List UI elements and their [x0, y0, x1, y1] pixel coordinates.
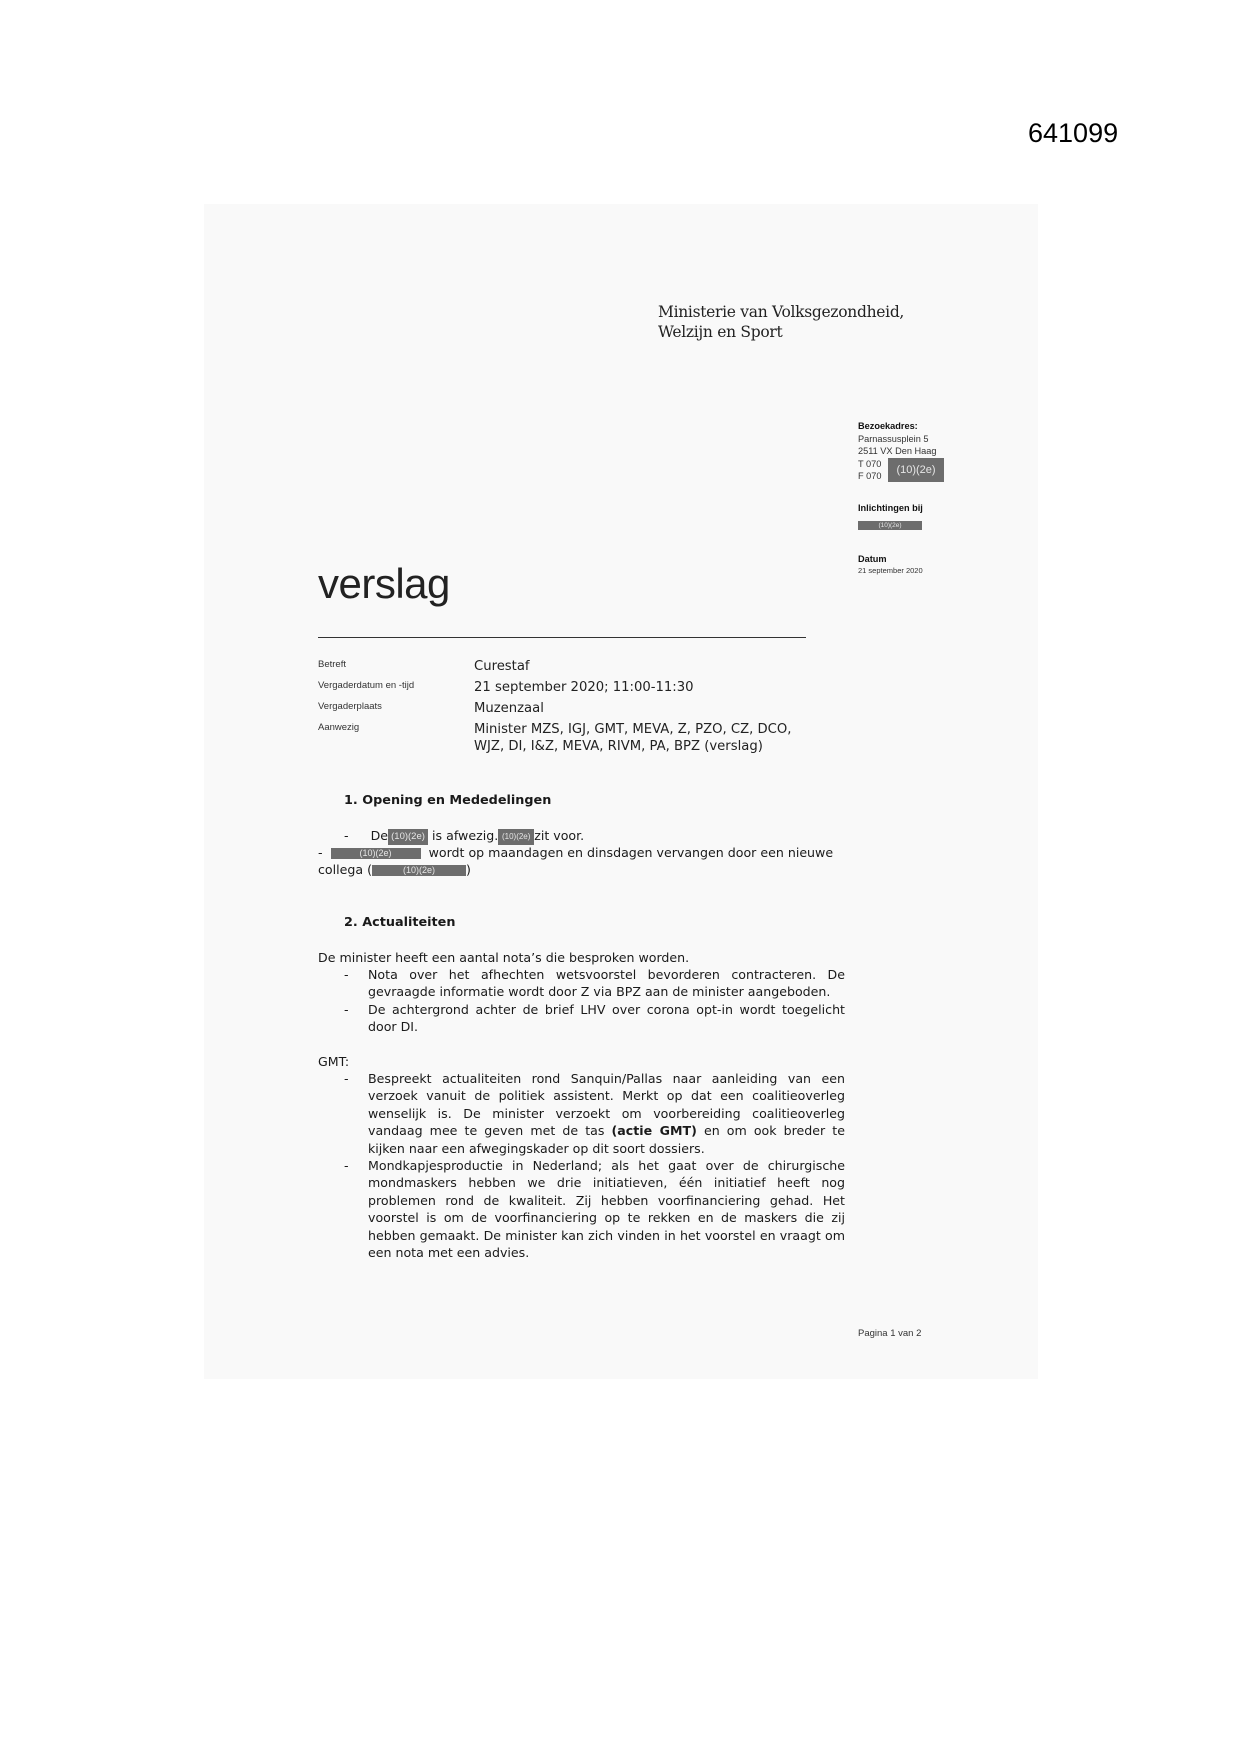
date-label: Datum — [858, 554, 887, 564]
meeting-place-value: Muzenzaal — [474, 701, 544, 716]
subject-label: Betreft — [318, 659, 346, 670]
attendees-line-1: Minister MZS, IGJ, GMT, MEVA, Z, PZO, CZ, DCO, — [474, 722, 792, 737]
visit-address-label: Bezoekadres: — [858, 421, 918, 431]
meeting-datetime-value: 21 september 2020; 11:00-11:30 — [474, 680, 694, 695]
redaction-box: (10)(2e) — [372, 865, 466, 876]
list-dash: - — [344, 1002, 349, 1017]
section-1-heading: 1. Opening en Mededelingen — [344, 793, 552, 808]
list-dash: - — [344, 828, 349, 843]
replacement-text: wordt op maandagen en dinsdagen vervangen door een nieuwe — [428, 845, 834, 860]
inlichtingen-block — [858, 502, 923, 515]
section-2-intro: De minister heeft een aantal nota’s die besproken worden. — [318, 950, 690, 965]
colleague-line — [318, 861, 471, 878]
list-dash: - — [344, 1158, 349, 1173]
list-dash: - — [344, 967, 349, 982]
address-line-2: 2511 VX Den Haag — [858, 446, 937, 456]
meeting-place-label: Vergaderplaats — [318, 701, 382, 712]
gmt-item-1-part-1: Bespreekt actualiteiten rond Sanquin/Pallas naar aanleiding van een verzoek vanuit de politiek assistent. Merkt op dat een coalitieoverleg wenselijk is. De minister verzoekt om voorbereiding coalitieoverleg vandaag mee te geven met de tas — [368, 1071, 845, 1139]
attendees-label: Aanwezig — [318, 722, 360, 733]
document-number: 641099 — [1028, 118, 1119, 148]
section-2-heading: 2. Actualiteiten — [344, 915, 456, 930]
subject-value: Curestaf — [474, 659, 530, 674]
redaction-box: (10)(2e) — [388, 829, 428, 845]
absence-text: is afwezig. — [432, 828, 499, 843]
phone-line: T 070 — [858, 458, 882, 469]
colleague-close: ) — [466, 862, 471, 877]
colleague-open: collega ( — [318, 862, 373, 877]
ministry-line-2: Welzijn en Sport — [658, 323, 783, 341]
gmt-item-1-part-2: en om ook breder te kijken naar een afwegingskader op dit soort dossiers. — [368, 1123, 845, 1156]
ministry-logo-text — [658, 302, 904, 342]
redaction-box: (10)(2e) — [858, 521, 922, 530]
meeting-datetime-label: Vergaderdatum en -tijd — [318, 680, 415, 691]
chair-text: zit voor. — [534, 828, 585, 843]
page-number: Pagina 1 van 2 — [858, 1328, 922, 1339]
list-dash: - — [318, 845, 323, 860]
date-value: 21 september 2020 — [858, 565, 923, 575]
inlichtingen-label: Inlichtingen bij — [858, 503, 923, 513]
list-item-text — [368, 1070, 845, 1157]
title-divider — [318, 637, 806, 638]
attendees-value — [474, 721, 791, 755]
absence-de: De — [370, 828, 389, 843]
redaction-box: (10)(2e) — [888, 458, 944, 482]
list-dash: - — [344, 1071, 349, 1086]
fax-line: F 070 — [858, 471, 882, 481]
address-line-1: Parnassusplein 5 — [858, 433, 929, 444]
document-title: verslag — [318, 560, 450, 607]
list-item-text: Nota over het afhechten wetsvoorstel bevorderen contracteren. De gevraagde informatie wordt door Z via BPZ aan de minister aangeboden. — [368, 967, 845, 1000]
list-item-text: De achtergrond achter de brief LHV over corona opt-in wordt toegelicht door DI. — [368, 1002, 845, 1035]
absence-line — [344, 827, 584, 845]
ministry-line-1: Ministerie van Volksgezondheid, — [658, 303, 905, 321]
redaction-box: (10)(2e) — [331, 848, 421, 859]
redaction-box: (10)(2e) — [498, 829, 534, 845]
action-tag: (actie GMT) — [611, 1123, 697, 1139]
date-block — [858, 553, 923, 576]
attendees-line-2: WJZ, DI, I&Z, MEVA, RIVM, PA, BPZ (verslag) — [474, 739, 763, 754]
list-item-text: Mondkapjesproductie in Nederland; als het gaat over de chirurgische mondmaskers hebben we drie initiatieven, één initiatief heeft nog problemen rond de kwaliteit. Zij hebben voorfinanciering gehad. Het voorstel is om de voorfinanciering op te rekken en de maskers die zij hebben gemaakt. De minister kan zich vinden in het voorstel en vraagt om een nota met een advies. — [368, 1158, 845, 1261]
gmt-label: GMT: — [318, 1054, 350, 1069]
replacement-line — [318, 844, 844, 861]
